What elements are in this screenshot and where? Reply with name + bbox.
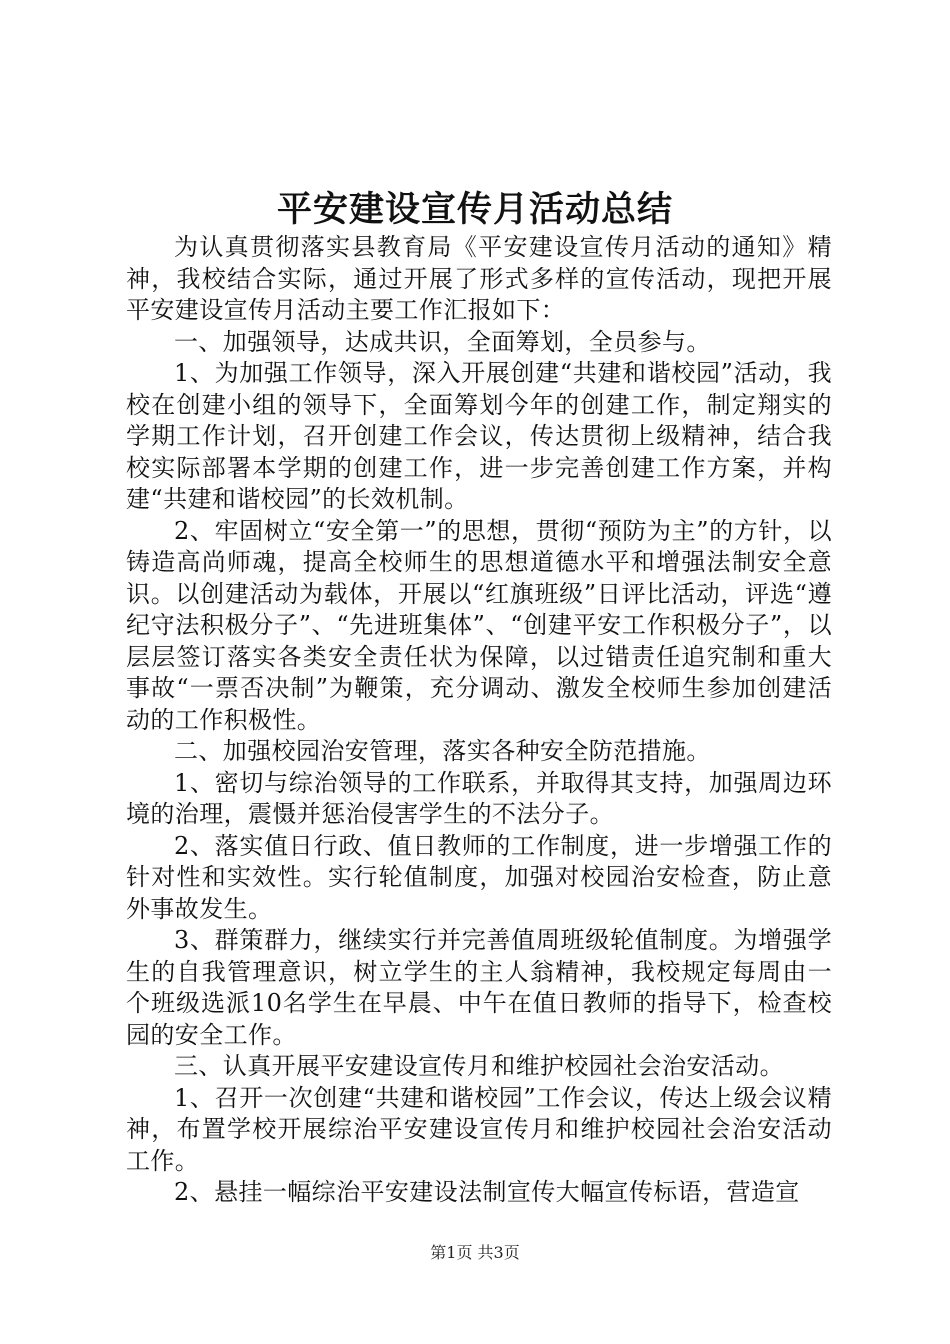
paragraph-2-2: 2、落实值日行政、值日教师的工作制度，进一步增强工作的针对性和实效性。实行轮值制度，加强对校园治安检查，防止意外事故发生。 bbox=[126, 831, 832, 923]
document-body bbox=[126, 232, 832, 1209]
paragraph-1-2: 2、牢固树立“安全第一”的思想，贯彻“预防为主”的方针，以铸造高尚师魂，提高全校师生的思想道德水平和增强法制安全意识。以创建活动为载体，开展以“红旗班级”日评比活动，评选“遵纪守法积极分子”、“先进班集体”、“创建平安工作积极分子”，以层层签订落实各类安全责任状为保障，以过错责任追究制和重大事故“一票否决制”为鞭策，充分调动、激发全校师生参加创建活动的工作积极性。 bbox=[126, 516, 832, 734]
paragraph-2-3: 3、群策群力，继续实行并完善值周班级轮值制度。为增强学生的自我管理意识，树立学生的主人翁精神，我校规定每周由一个班级选派10名学生在早晨、中午在值日教师的指导下，检查校园的安全工作。 bbox=[126, 926, 832, 1049]
heading-section-2: 二、加强校园治安管理，落实各种安全防范措施。 bbox=[174, 737, 711, 765]
heading-section-1: 一、加强领导，达成共识，全面筹划，全员参与。 bbox=[174, 327, 711, 356]
paragraph-1-1: 1、为加强工作领导，深入开展创建“共建和谐校园”活动，我校在创建小组的领导下，全面筹划今年的创建工作，制定翔实的学期工作计划，召开创建工作会议，传达贯彻上级精神，结合我校实际部署本学期的创建工作，进一步完善创建工作方案，并构建“共建和谐校园”的长效机制。 bbox=[126, 359, 832, 513]
page-footer bbox=[0, 1242, 950, 1264]
page-number: 第1页 共3页 bbox=[430, 1243, 520, 1262]
paragraph-3-1: 1、召开一次创建“共建和谐校园”工作会议，传达上级会议精神，布置学校开展综治平安建设宣传月和维护校园社会治安活动工作。 bbox=[126, 1083, 832, 1175]
paragraph-2-1: 1、密切与综治领导的工作联系，并取得其支持，加强周边环境的治理，震慑并惩治侵害学生的不法分子。 bbox=[126, 768, 832, 828]
paragraph-3-2: 2、悬挂一幅综治平安建设法制宣传大幅宣传标语，营造宣 bbox=[174, 1178, 800, 1206]
document-title: 平安建设宣传月活动总结 bbox=[276, 189, 673, 230]
paragraph-intro: 为认真贯彻落实县教育局《平安建设宣传月活动的通知》精神，我校结合实际，通过开展了形式多样的宣传活动，现把开展平安建设宣传月活动主要工作汇报如下： bbox=[126, 233, 832, 324]
heading-section-3: 三、认真开展平安建设宣传月和维护校园社会治安活动。 bbox=[174, 1052, 784, 1080]
